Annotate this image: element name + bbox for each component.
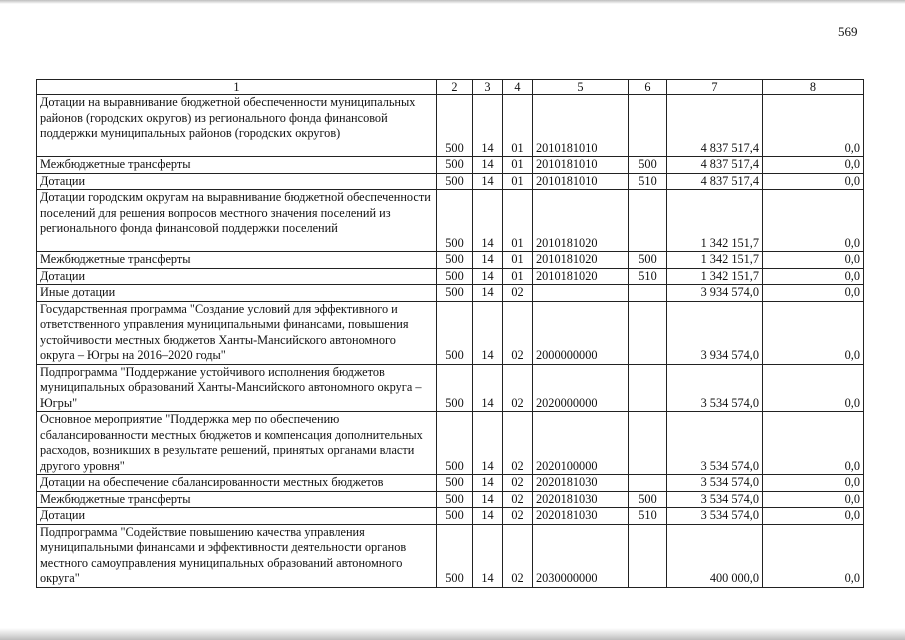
row-target-article: 2020181030: [533, 491, 629, 508]
table-row: [37, 301, 864, 364]
row-subsection: 02: [503, 491, 533, 508]
header-col-1: 1: [37, 80, 437, 95]
row-amount: 3 534 574,0: [667, 364, 763, 412]
row-section: 14: [473, 173, 503, 190]
row-subsection: 01: [503, 157, 533, 174]
page-number: 569: [838, 24, 858, 39]
row-section: 14: [473, 285, 503, 302]
row-amount: 3 534 574,0: [667, 475, 763, 492]
row-amount-2: 0,0: [763, 301, 864, 364]
row-admin-code: 500: [437, 285, 473, 302]
row-expense-type: [629, 190, 667, 252]
row-section: 14: [473, 157, 503, 174]
row-admin-code: 500: [437, 508, 473, 525]
row-section: 14: [473, 95, 503, 157]
table-row: [37, 524, 864, 587]
row-amount: 4 837 517,4: [667, 157, 763, 174]
row-amount-2: 0,0: [763, 524, 864, 587]
row-amount: 400 000,0: [667, 524, 763, 587]
row-expense-type: [629, 285, 667, 302]
table-row: [37, 285, 864, 302]
row-admin-code: 500: [437, 364, 473, 412]
row-amount-2: 0,0: [763, 475, 864, 492]
row-expense-type: 510: [629, 173, 667, 190]
row-expense-type: 500: [629, 157, 667, 174]
row-name: Межбюджетные трансферты: [37, 491, 437, 508]
row-amount: 3 534 574,0: [667, 491, 763, 508]
row-admin-code: 500: [437, 301, 473, 364]
row-target-article: 2020181030: [533, 475, 629, 492]
budget-table: [36, 79, 864, 588]
row-section: 14: [473, 301, 503, 364]
row-target-article: 2030000000: [533, 524, 629, 587]
row-amount-2: 0,0: [763, 508, 864, 525]
row-name: Дотации городским округам на выравнивание бюджетной обеспеченности поселений для решения вопросов местного значения поселений из регионального фонда финансовой поддержки поселений: [37, 190, 437, 252]
row-target-article: 2010181010: [533, 157, 629, 174]
row-section: 14: [473, 190, 503, 252]
row-expense-type: [629, 364, 667, 412]
row-subsection: 01: [503, 95, 533, 157]
row-amount: 3 534 574,0: [667, 412, 763, 475]
row-amount: 3 934 574,0: [667, 285, 763, 302]
row-subsection: 01: [503, 190, 533, 252]
row-section: 14: [473, 475, 503, 492]
row-admin-code: 500: [437, 475, 473, 492]
row-admin-code: 500: [437, 252, 473, 269]
row-target-article: 2010181010: [533, 95, 629, 157]
row-expense-type: [629, 95, 667, 157]
scan-edge-top: [0, 0, 905, 4]
row-admin-code: 500: [437, 268, 473, 285]
table-row: [37, 412, 864, 475]
row-subsection: 02: [503, 508, 533, 525]
row-subsection: 02: [503, 524, 533, 587]
row-section: 14: [473, 412, 503, 475]
header-col-4: 4: [503, 80, 533, 95]
row-amount-2: 0,0: [763, 95, 864, 157]
row-target-article: 2010181020: [533, 268, 629, 285]
row-subsection: 02: [503, 364, 533, 412]
row-name: Дотации: [37, 508, 437, 525]
row-subsection: 02: [503, 285, 533, 302]
row-name: Основное мероприятие "Поддержка мер по обеспечению сбалансированности местных бюджетов и компенсация дополнительных расходов, возникших в результате решений, принятых органами власти другого уровня": [37, 412, 437, 475]
header-col-7: 7: [667, 80, 763, 95]
row-admin-code: 500: [437, 491, 473, 508]
row-section: 14: [473, 491, 503, 508]
table-row: [37, 491, 864, 508]
header-col-3: 3: [473, 80, 503, 95]
header-col-6: 6: [629, 80, 667, 95]
row-target-article: 2020000000: [533, 364, 629, 412]
header-col-5: 5: [533, 80, 629, 95]
row-target-article: 2010181020: [533, 252, 629, 269]
row-expense-type: [629, 412, 667, 475]
row-admin-code: 500: [437, 190, 473, 252]
row-section: 14: [473, 508, 503, 525]
row-name: Межбюджетные трансферты: [37, 252, 437, 269]
row-amount-2: 0,0: [763, 364, 864, 412]
scan-edge-bottom: [0, 628, 905, 640]
header-col-2: 2: [437, 80, 473, 95]
row-expense-type: 500: [629, 252, 667, 269]
table-row: [37, 190, 864, 252]
row-amount-2: 0,0: [763, 285, 864, 302]
row-expense-type: [629, 475, 667, 492]
row-admin-code: 500: [437, 412, 473, 475]
row-subsection: 02: [503, 301, 533, 364]
table-row: [37, 95, 864, 157]
table-row: [37, 157, 864, 174]
row-name: Дотации: [37, 268, 437, 285]
row-expense-type: 510: [629, 508, 667, 525]
row-subsection: 01: [503, 252, 533, 269]
row-section: 14: [473, 268, 503, 285]
row-amount-2: 0,0: [763, 252, 864, 269]
row-amount: 1 342 151,7: [667, 268, 763, 285]
row-target-article: 2020100000: [533, 412, 629, 475]
row-subsection: 02: [503, 412, 533, 475]
row-amount: 1 342 151,7: [667, 190, 763, 252]
row-expense-type: 500: [629, 491, 667, 508]
row-amount-2: 0,0: [763, 412, 864, 475]
table-row: [37, 252, 864, 269]
row-target-article: 2010181020: [533, 190, 629, 252]
row-amount: 3 534 574,0: [667, 508, 763, 525]
row-admin-code: 500: [437, 95, 473, 157]
row-expense-type: [629, 524, 667, 587]
row-amount-2: 0,0: [763, 268, 864, 285]
row-expense-type: [629, 301, 667, 364]
row-section: 14: [473, 364, 503, 412]
row-admin-code: 500: [437, 524, 473, 587]
row-name: Подпрограмма "Поддержание устойчивого исполнения бюджетов муниципальных образований Ханты-Мансийского автономного округа – Югры": [37, 364, 437, 412]
row-amount: 4 837 517,4: [667, 173, 763, 190]
row-amount: 4 837 517,4: [667, 95, 763, 157]
row-name: Дотации на выравнивание бюджетной обеспеченности муниципальных районов (городских округов) из регионального фонда финансовой поддержки муниципальных районов (городских округов): [37, 95, 437, 157]
row-expense-type: 510: [629, 268, 667, 285]
row-amount-2: 0,0: [763, 491, 864, 508]
row-target-article: 2010181010: [533, 173, 629, 190]
row-admin-code: 500: [437, 173, 473, 190]
row-name: Иные дотации: [37, 285, 437, 302]
row-section: 14: [473, 524, 503, 587]
table-row: [37, 364, 864, 412]
row-amount-2: 0,0: [763, 190, 864, 252]
row-name: Дотации на обеспечение сбалансированности местных бюджетов: [37, 475, 437, 492]
row-target-article: [533, 285, 629, 302]
table-row: [37, 173, 864, 190]
row-admin-code: 500: [437, 157, 473, 174]
header-row: [37, 80, 864, 95]
row-name: Межбюджетные трансферты: [37, 157, 437, 174]
row-section: 14: [473, 252, 503, 269]
row-amount-2: 0,0: [763, 157, 864, 174]
row-amount: 1 342 151,7: [667, 252, 763, 269]
row-name: Подпрограмма "Содействие повышению качества управления муниципальными финансами и эффективности деятельности органов местного самоуправления муниципальных образований автономного округа": [37, 524, 437, 587]
row-name: Дотации: [37, 173, 437, 190]
row-subsection: 02: [503, 475, 533, 492]
header-col-8: 8: [763, 80, 864, 95]
table-row: [37, 268, 864, 285]
row-amount: 3 934 574,0: [667, 301, 763, 364]
row-target-article: 2000000000: [533, 301, 629, 364]
row-subsection: 01: [503, 173, 533, 190]
row-amount-2: 0,0: [763, 173, 864, 190]
table-row: [37, 508, 864, 525]
table-row: [37, 475, 864, 492]
row-target-article: 2020181030: [533, 508, 629, 525]
row-name: Государственная программа "Создание условий для эффективного и ответственного управления муниципальными финансами, повышения устойчивости местных бюджетов Ханты-Мансийского автономного округа – Югры на 2016–2020 годы": [37, 301, 437, 364]
row-subsection: 01: [503, 268, 533, 285]
